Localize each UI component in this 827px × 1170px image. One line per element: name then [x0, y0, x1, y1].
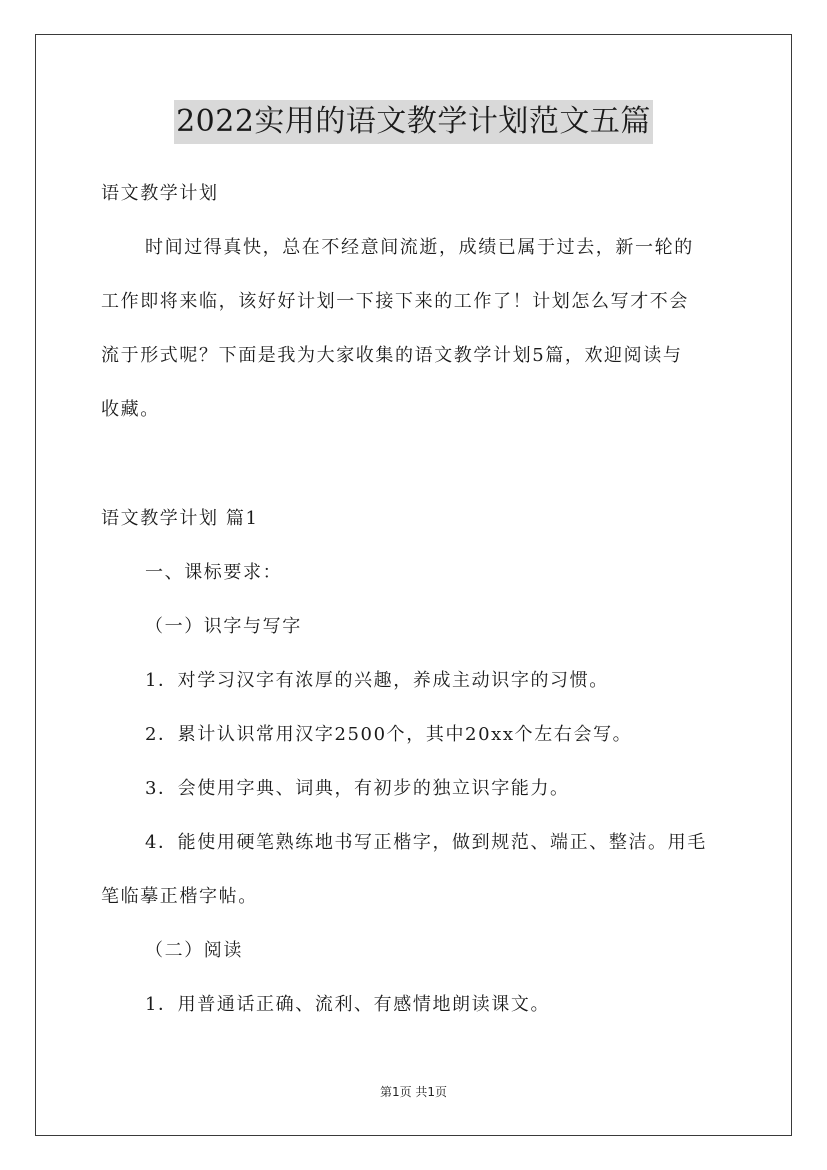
- intro-line-4: 收藏。: [101, 399, 160, 420]
- list-item-1: 1．对学习汉字有浓厚的兴趣，养成主动识字的习惯。: [145, 670, 609, 691]
- list-item-4-continued: 笔临摹正楷字帖。: [101, 886, 258, 907]
- list-item-5: 1．用普通话正确、流利、有感情地朗读课文。: [145, 994, 551, 1015]
- list-item-3: 3．会使用字典、词典，有初步的独立识字能力。: [145, 778, 570, 799]
- document-title: 2022实用的语文教学计划范文五篇: [174, 100, 653, 144]
- title-container: [0, 100, 827, 144]
- subsection-heading: 一、课标要求：: [145, 562, 283, 583]
- list-item-2: 2．累计认识常用汉字2500个，其中20xx个左右会写。: [145, 724, 633, 745]
- intro-line-3: 流于形式呢？下面是我为大家收集的语文教学计划5篇，欢迎阅读与: [101, 345, 683, 366]
- section-heading: 语文教学计划: [101, 183, 219, 204]
- intro-line-1: 时间过得真快，总在不经意间流逝，成绩已属于过去，新一轮的: [145, 237, 694, 258]
- list-item-4: 4．能使用硬笔熟练地书写正楷字，做到规范、端正、整洁。用毛: [145, 832, 707, 853]
- chapter-heading: 语文教学计划 篇1: [101, 508, 259, 529]
- intro-line-2: 工作即将来临，该好好计划一下接下来的工作了！计划怎么写才不会: [101, 291, 689, 312]
- subsubsection-heading: （一）识字与写字: [145, 616, 302, 637]
- page-footer: 第1页 共1页: [379, 1085, 448, 1099]
- subsubsection-heading-2: （二）阅读: [145, 940, 243, 961]
